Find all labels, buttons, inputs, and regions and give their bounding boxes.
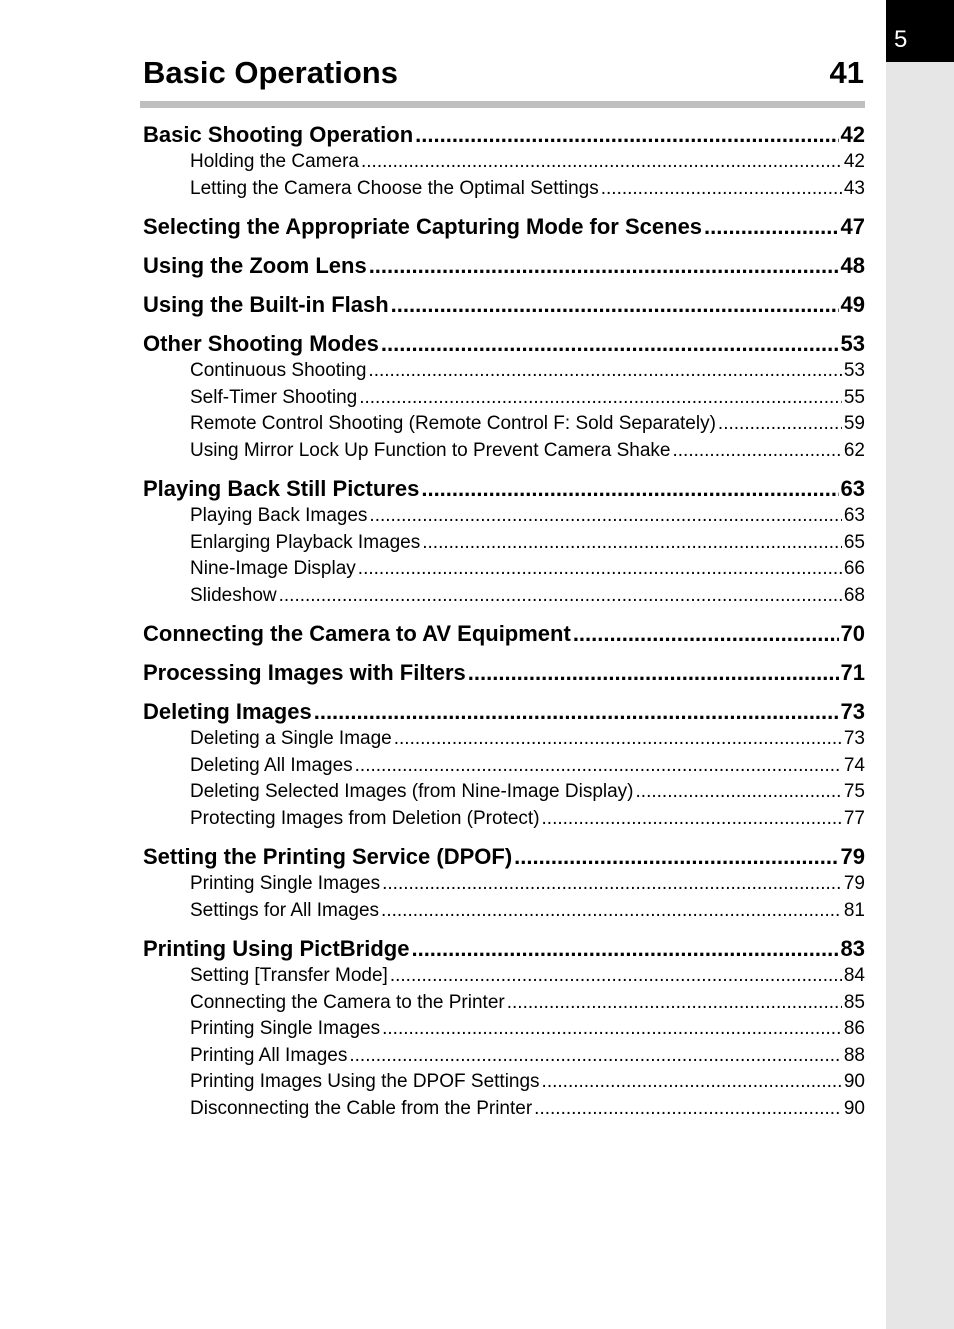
toc-section-entry-title: Deleting Images [143,699,312,724]
toc-section-entry-title: Connecting the Camera to AV Equipment [143,621,571,646]
table-of-contents [143,121,865,1133]
toc-subentry-title: Settings for All Images [190,899,380,921]
toc-section-entry-page: 63 [840,476,865,501]
toc-subentry-page: 81 [843,899,865,921]
toc-subentry[interactable] [143,503,865,530]
toc-subentry[interactable] [143,411,865,438]
toc-section-entry-title: Playing Back Still Pictures [143,476,420,501]
dot-leader [369,252,839,280]
toc-subentry-page: 79 [843,873,865,894]
toc-section-entry[interactable] [143,659,865,687]
toc-subentry-page: 66 [843,558,865,579]
toc-subentry[interactable] [143,806,865,833]
toc-subentry-title: Remote Control Shooting (Remote Control F: Sold Separately) [190,413,716,434]
side-margin-strip [886,0,954,1329]
toc-section-entry-title: Setting the Printing Service (DPOF) [143,844,513,869]
toc-section-entry-page: 53 [840,331,865,356]
toc-subentry-page: 90 [843,1071,865,1092]
dot-leader [415,121,838,149]
toc-subentry-page: 74 [843,754,865,776]
dot-leader [355,753,842,780]
toc-subentry-title: Connecting the Camera to the Printer [190,991,505,1013]
toc-section [143,935,865,1122]
dot-leader [422,530,842,557]
toc-subentry-page: 77 [843,807,865,829]
dot-leader [507,990,842,1017]
dot-leader [382,1016,842,1043]
toc-section-entry-page: 73 [840,699,865,724]
toc-subentry-page: 73 [843,728,865,749]
toc-section-entry-title: Printing Using PictBridge [143,936,410,961]
toc-subentry[interactable] [143,726,865,753]
toc-section-entry-page: 49 [840,292,865,317]
toc-subentry[interactable] [143,149,865,176]
toc-subentry[interactable] [143,898,865,925]
toc-subentry[interactable] [143,438,865,465]
toc-subentry-page: 85 [843,991,865,1013]
chapter-heading [143,54,864,92]
dot-leader [542,806,842,833]
toc-subentry-title: Playing Back Images [190,505,368,526]
toc-section-entry-page: 83 [840,936,865,961]
toc-section-entry-title: Using the Built-in Flash [143,292,389,317]
toc-subentry-title: Deleting All Images [190,754,353,776]
dot-leader [704,213,838,241]
toc-subentry-title: Printing Single Images [190,873,381,894]
dot-leader [361,149,842,176]
toc-subentry[interactable] [143,358,865,385]
toc-section-entry[interactable] [143,121,865,149]
toc-section-entry[interactable] [143,252,865,280]
toc-subentry-title: Disconnecting the Cable from the Printer [190,1097,533,1119]
dot-leader [601,176,842,203]
toc-subentry-title: Slideshow [190,584,277,606]
toc-section [143,475,865,609]
dot-leader [542,1069,842,1096]
toc-section [143,659,865,687]
toc-section-entry-page: 71 [840,660,865,685]
toc-subentry[interactable] [143,385,865,412]
dot-leader [368,358,841,385]
toc-subentry-title: Deleting a Single Image [190,728,392,749]
toc-section-entry[interactable] [143,330,865,358]
toc-subentry-title: Letting the Camera Choose the Optimal Settings [190,177,599,199]
toc-section [143,213,865,241]
dot-leader [421,475,838,503]
toc-section-entry-title: Using the Zoom Lens [143,253,367,278]
toc-subentry[interactable] [143,1043,865,1070]
dot-leader [391,291,839,319]
dot-leader [349,1043,842,1070]
toc-section [143,252,865,280]
toc-subentry-page: 42 [843,151,865,172]
toc-section-entry-title: Basic Shooting Operation [143,122,414,147]
toc-subentry[interactable] [143,556,865,583]
toc-section-entry-title: Other Shooting Modes [143,331,379,356]
dot-leader [390,963,842,990]
dot-leader [359,385,842,412]
toc-section-entry-page: 47 [840,214,865,239]
toc-subentry-page: 65 [843,531,865,553]
toc-section [143,330,865,464]
toc-section-entry-title: Selecting the Appropriate Capturing Mode for Scenes [143,214,703,239]
dot-leader [636,779,842,806]
toc-section [143,121,865,202]
toc-section-entry[interactable] [143,213,865,241]
toc-section-entry[interactable] [143,843,865,871]
toc-subentry-page: 90 [843,1097,865,1119]
dot-leader [672,438,841,465]
toc-subentry-page: 43 [843,177,865,199]
toc-subentry-page: 84 [843,965,865,986]
toc-subentry-page: 88 [843,1044,865,1066]
toc-subentry[interactable] [143,530,865,557]
chapter-tab-number: 5 [894,26,908,53]
toc-section-entry-page: 70 [840,621,865,646]
toc-subentry-title: Using Mirror Lock Up Function to Prevent Camera Shake [190,439,671,461]
dot-leader [382,871,842,898]
toc-subentry[interactable] [143,1069,865,1096]
dot-leader [369,503,841,530]
chapter-page-number: 41 [829,55,864,90]
toc-section [143,843,865,924]
toc-subentry-page: 86 [843,1018,865,1039]
toc-subentry-title: Deleting Selected Images (from Nine-Image Display) [190,781,634,802]
toc-subentry-page: 59 [843,413,865,434]
toc-section [143,620,865,648]
title-divider [140,101,865,108]
toc-subentry[interactable] [143,779,865,806]
toc-subentry[interactable] [143,176,865,203]
dot-leader [279,583,842,610]
toc-section-entry[interactable] [143,620,865,648]
dot-leader [358,556,842,583]
toc-subentry-page: 75 [843,781,865,802]
toc-subentry[interactable] [143,1016,865,1043]
toc-subentry-title: Protecting Images from Deletion (Protect) [190,807,540,829]
toc-section-entry-page: 79 [840,844,865,869]
dot-leader [573,620,839,648]
toc-subentry[interactable] [143,1096,865,1123]
toc-section-entry-page: 42 [840,122,865,147]
toc-subentry[interactable] [143,990,865,1017]
dot-leader [718,411,842,438]
toc-subentry-title: Setting [Transfer Mode] [190,965,388,986]
dot-leader [381,330,839,358]
dot-leader [514,843,838,871]
toc-subentry[interactable] [143,963,865,990]
toc-subentry-page: 68 [843,584,865,606]
toc-section-entry[interactable] [143,698,865,726]
toc-subentry-page: 53 [843,360,865,381]
toc-subentry-title: Holding the Camera [190,151,359,172]
toc-subentry[interactable] [143,753,865,780]
toc-subentry[interactable] [143,583,865,610]
toc-subentry-title: Printing Images Using the DPOF Settings [190,1071,540,1092]
toc-section-entry[interactable] [143,475,865,503]
chapter-title: Basic Operations [143,55,398,90]
toc-subentry-title: Enlarging Playback Images [190,531,421,553]
toc-subentry-page: 55 [843,386,865,408]
toc-subentry-title: Nine-Image Display [190,558,356,579]
toc-section-entry[interactable] [143,935,865,963]
dot-leader [468,659,839,687]
toc-section [143,291,865,319]
dot-leader [381,898,842,925]
dot-leader [394,726,842,753]
dot-leader [411,935,838,963]
dot-leader [314,698,839,726]
toc-subentry-title: Continuous Shooting [190,360,367,381]
toc-section-entry-page: 48 [840,253,865,278]
toc-section-entry[interactable] [143,291,865,319]
dot-leader [534,1096,842,1123]
toc-subentry[interactable] [143,871,865,898]
toc-subentry-title: Self-Timer Shooting [190,386,358,408]
toc-subentry-page: 62 [843,439,865,461]
toc-section-entry-title: Processing Images with Filters [143,660,466,685]
toc-subentry-page: 63 [843,505,865,526]
toc-section [143,698,865,832]
toc-subentry-title: Printing All Images [190,1044,348,1066]
toc-subentry-title: Printing Single Images [190,1018,381,1039]
